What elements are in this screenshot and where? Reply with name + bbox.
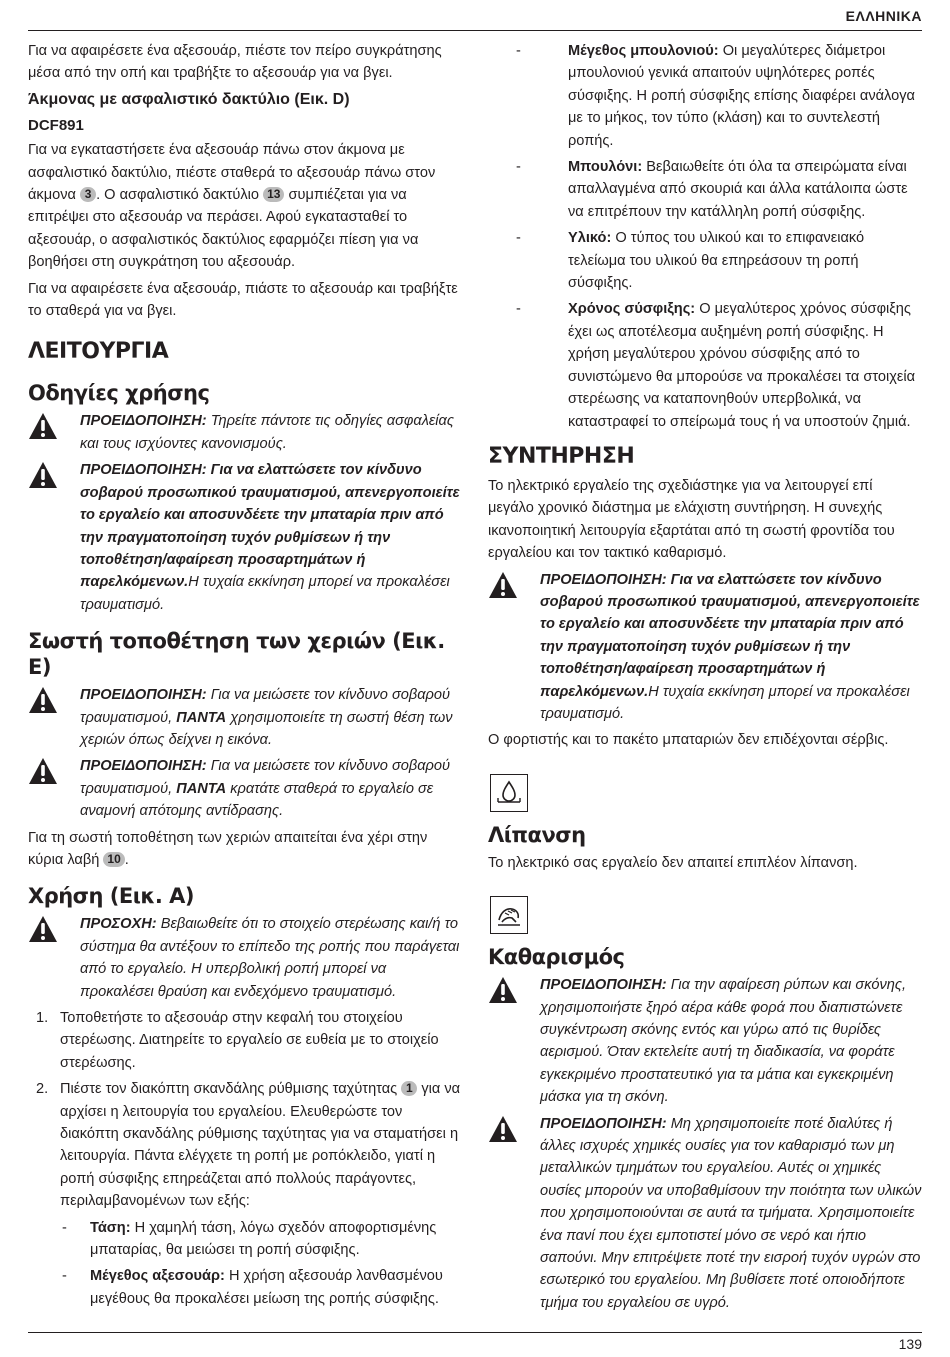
list-item: - Χρόνος σύσφιξης: Ο μεγαλύτερος χρόνος σύσφιξης έχει ως αποτέλεσμα αυξημένη ροπή σύσφιξης. Η χρήση μεγαλύτερου χρόνου σύσφιξης από το συνιστώμενο θα μπορούσε να προκαλέσει τα στοιχεία στερέωσης να καταπονηθούν υπερβολικά, να καταστραφεί το σπείρωμά τους ή να υποστούν ζημιά.	[516, 301, 916, 430]
header-language: ΕΛΛΗΝΙΚΑ	[845, 8, 922, 24]
warning-triangle-icon	[28, 410, 80, 455]
list-item: 1. Τοποθετήστε το αξεσουάρ στην κεφαλή του στοιχείου στερέωσης. Διατηρείτε το εργαλείο σε ευθεία με το στοιχείο στερέωσης.	[36, 1010, 439, 1071]
anvil-paragraph-1: Για να εγκαταστήσετε ένα αξεσουάρ πάνω στον άκμονα με ασφαλιστικό δακτύλιο, πιέστε σταθερά το αξεσουάρ πάνω στον άκμονα 3 . Ο ασφαλιστικό δακτύλιο 13 συμπιέζεται για να επιτρέψει στο αξεσουάρ να περάσει. Αφού εγκατασταθεί το αξεσουάρ, ο ασφαλιστικός δακτύλιος εφαρμόζει πίεση για να βοηθήσει στη συγκράτηση του αξεσουάρ.	[28, 142, 436, 271]
cleaning-hand-icon	[490, 896, 528, 934]
warning-block: ΠΡΟΕΙΔΟΠΟΙΗΣΗ: Τηρείτε πάντοτε τις οδηγίες ασφαλείας και τους ισχύοντες κανονισμούς.	[28, 410, 464, 455]
caution-block: ΠΡΟΣΟΧΗ: Βεβαιωθείτε ότι το στοιχείο στερέωσης και/ή το σύστημα θα αντέξουν το επίπεδο της ροπής που παράγεται από το εργαλείο. Η υπερβολική ροπή μπορεί να προκαλέσει θραύση και ενδεχόμενο τραυματισμό.	[28, 913, 464, 1003]
header-rule	[28, 30, 922, 31]
list-item: - Υλικό: Ο τύπος του υλικού και το επιφανειακό τελείωμα του υλικού θα επηρεάσουν τη ροπή σύσφιξης.	[516, 230, 865, 292]
cleaning-heading: Καθαρισμός	[488, 945, 625, 970]
warning-triangle-icon	[28, 684, 80, 751]
warning-triangle-icon	[488, 569, 540, 726]
lubrication-paragraph: Το ηλεκτρικό σας εργαλείο δεν απαιτεί επιπλέον λίπανση.	[488, 854, 858, 871]
warning-block: ΠΡΟΕΙΔΟΠΟΙΗΣΗ: Μη χρησιμοποιείτε ποτέ διαλύτες ή άλλες ισχυρές χημικές ουσίες για τον καθαρισμό των μη μεταλλικών τμημάτων του εργαλείου. Αυτές οι χημικές ουσίες μπορούν να υποβαθμίσουν την ποιότητα των υλικών που χρησιμοποιούνται σε αυτά τα τμήματα. Χρησιμοποιείτε ένα πανί που έχει εμποτιστεί μόνο σε νερό και ήπιο σαπούνι. Μην επιτρέψετε ποτέ την εισροή τυχόν υγρών στο εσωτερικό του εργαλείου. Μη βυθίσετε ποτέ οποιοδήποτε τμήμα του εργαλείου σε υγρό.	[488, 1113, 922, 1315]
list-item: - Τάση: Η χαμηλή τάση, λόγω σχεδόν αποφορτισμένης μπαταρίας, θα μειώσει τη ροπή σύσφιξης.	[62, 1219, 437, 1259]
instructions-heading: Οδηγίες χρήσης	[28, 381, 210, 406]
use-heading: Χρήση (Εικ. A)	[28, 884, 194, 909]
hands-paragraph: Για τη σωστή τοποθέτηση των χεριών απαιτείται ένα χέρι στην κύρια λαβή 10 .	[28, 829, 428, 868]
service-paragraph: Ο φορτιστής και το πακέτο μπαταριών δεν επιδέχονται σέρβις.	[488, 732, 889, 749]
warning-block: ΠΡΟΕΙΔΟΠΟΙΗΣΗ: Για να μειώσετε τον κίνδυνο σοβαρού τραυματισμού, ΠΑΝΤΑ κρατάτε σταθερά το εργαλείο σε αναμονή απότομης αντίδρασης.	[28, 755, 464, 822]
warning-triangle-icon	[28, 755, 80, 822]
anvil-paragraph-2: Για να αφαιρέσετε ένα αξεσουάρ, πιάστε το αξεσουάρ και τραβήξτε το σταθερά για να βγει.	[28, 280, 458, 320]
warning-block: ΠΡΟΕΙΔΟΠΟΙΗΣΗ: Για να μειώσετε τον κίνδυνο σοβαρού τραυματισμού, ΠΑΝΤΑ χρησιμοποιείτε τη σωστή θέση των χεριών όπως δείχνει η εικόνα.	[28, 684, 464, 751]
anvil-heading: Άκμονας με ασφαλιστικό δακτύλιο (Εικ. D)	[28, 90, 350, 108]
lubrication-heading: Λίπανση	[488, 822, 586, 847]
list-item: - Μπουλόνι: Βεβαιωθείτε ότι όλα τα σπειρώματα είναι απαλλαγμένα από σκουριά και άλλα κατάλοιπα ώστε να επιτρέπουν την κατάλληλη ροπή σύσφιξης.	[516, 159, 908, 220]
warning-triangle-icon	[488, 1113, 540, 1315]
list-item: - Μέγεθος μπουλονιού: Οι μεγαλύτερες διάμετροι μπουλονιού γενικά απαιτούν υψηλότερες ροπές σύσφιξης. Η ροπή σύσφιξης επίσης διαφέρει ανάλογα με το μήκος, τον τύπο (κλάση) και το συντελεστή ροπής.	[516, 43, 915, 149]
warning-triangle-icon	[28, 459, 80, 616]
page-number: 139	[898, 1336, 922, 1352]
maintenance-paragraph: Το ηλεκτρικό εργαλείο της σχεδιάστηκε για να λειτουργεί επί μεγάλο χρονικό διάστημα με ελάχιστη συντήρηση. Η συνεχής ικανοποιητική λειτουργία εξαρτάται από τη σωστή φροντίδα του εργαλείου και τον τακτικό καθαρισμό.	[488, 477, 895, 562]
operation-heading: ΛΕΙΤΟΥΡΓΙΑ	[28, 339, 169, 365]
hands-heading: Σωστή τοποθέτηση των χεριών (Εικ. E)	[28, 629, 445, 680]
right-column	[488, 40, 922, 1318]
anvil-model: DCF891	[28, 116, 84, 134]
warning-triangle-icon	[488, 974, 540, 1108]
list-item: 2. Πιέστε τον διακόπτη σκανδάλης ρύθμισης ταχύτητας 1 για να αρχίσει η λειτουργία του εργαλείου. Ελευθερώστε τον διακόπτη σκανδάλης ρύθμισης ταχύτητας για να σταματήσει η λειτουργία. Πάντα ελέγχετε τη ροπή με ροπόκλειδο, γιατί η ροπή σύσφιξης επηρεάζεται από πολλούς παράγοντες, περιλαμβανομένων των εξής: - Τάση: Η χαμηλή τάση, λόγω σχεδόν αποφορτισμένης μπαταρίας, θα μειώσει τη ροπή σύσφιξης. - Μέγεθος αξεσουάρ: Η χρήση αξεσουάρ λανθασμένου μεγέθους θα προκαλέσει μείωση της ροπής σύσφιξης.	[28, 1078, 464, 1314]
warning-triangle-icon	[28, 913, 80, 1003]
factors-list	[60, 1217, 464, 1311]
ref-badge-13: 13	[263, 187, 284, 202]
ref-badge-1: 1	[401, 1081, 417, 1096]
steps-list	[28, 1007, 464, 1314]
warning-block: ΠΡΟΕΙΔΟΠΟΙΗΣΗ: Για να ελαττώσετε τον κίνδυνο σοβαρού προσωπικού τραυματισμού, απενεργοποιείτε το εργαλείο και αποσυνδέετε την μπαταρία πριν από την πραγματοποίηση τυχόν ρυθμίσεων ή την τοποθέτηση/αφαίρεση προσαρτημάτων ή παρελκόμενων.Η τυχαία εκκίνηση μπορεί να προκαλέσει τραυματισμό.	[28, 459, 464, 616]
warning-block: ΠΡΟΕΙΔΟΠΟΙΗΣΗ: Για την αφαίρεση ρύπων και σκόνης, χρησιμοποιήστε ξηρό αέρα κάθε φορά που διαπιστώνετε συγκέντρωση σκόνης εντός και γύρω από τις θυρίδες αερισμού. Όταν εκτελείτε αυτή τη διαδικασία, να φοράτε εγκεκριμένο προστατευτικό για τα μάτια και εγκεκριμένη μάσκα για τη σκόνη.	[488, 974, 922, 1108]
intro-paragraph: Για να αφαιρέσετε ένα αξεσουάρ, πιέστε τον πείρο συγκράτησης μέσα από την οπή και τραβήξτε το αξεσουάρ για να βγει.	[28, 43, 442, 82]
ref-badge-10: 10	[103, 852, 124, 867]
oil-drop-icon	[490, 774, 528, 812]
list-item: - Μέγεθος αξεσουάρ: Η χρήση αξεσουάρ λανθασμένου μεγέθους θα προκαλέσει μείωση της ροπής σύσφιξης.	[62, 1268, 443, 1307]
ref-badge-3: 3	[80, 187, 96, 202]
maintenance-heading: ΣΥΝΤΗΡΗΣΗ	[488, 443, 635, 469]
footer-rule	[28, 1332, 922, 1333]
factors-list-continued	[488, 40, 922, 433]
warning-block: ΠΡΟΕΙΔΟΠΟΙΗΣΗ: Για να ελαττώσετε τον κίνδυνο σοβαρού προσωπικού τραυματισμού, απενεργοποιείτε το εργαλείο και αποσυνδέετε την μπαταρία πριν από την πραγματοποίηση τυχόν ρυθμίσεων ή την τοποθέτηση/αφαίρεση προσαρτημάτων ή παρελκόμενων.Η τυχαία εκκίνηση μπορεί να προκαλέσει τραυματισμό.	[488, 569, 922, 726]
left-column	[28, 40, 464, 1318]
